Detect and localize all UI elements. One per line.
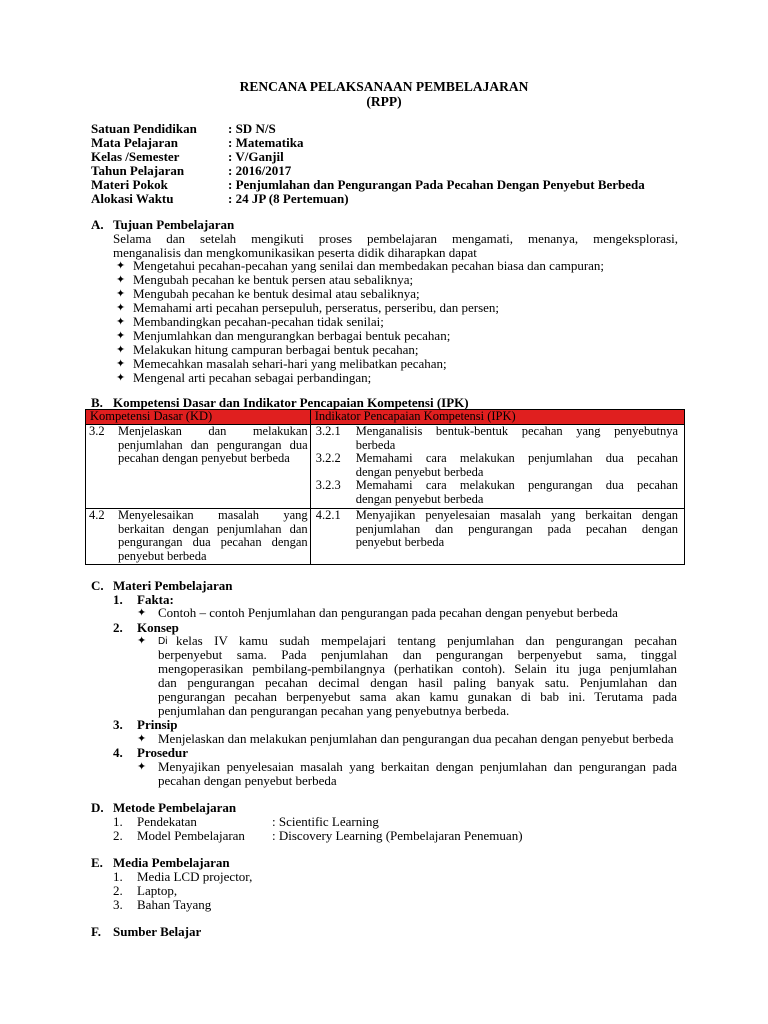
kd-text-line: penjumlahan dan pengurangan dua	[118, 437, 308, 452]
section-f-letter: F.	[91, 924, 101, 939]
identity-value: : 2016/2017	[228, 163, 292, 178]
kd-text-line: penyebut berbeda	[118, 548, 207, 563]
ipk-text-line: Menyajikan penyelesaian masalah yang berkaitan dengan	[355, 508, 678, 522]
table-row	[86, 509, 685, 565]
list-item: Menjumlahkan dan mengurangkan berbagai bentuk pecahan;	[133, 328, 451, 343]
konsep-line: pengurangan pecahan berpenyebut sama akan kamu gunakan di bab ini. Terutama pada	[158, 689, 677, 704]
ipk-number: 3.2.1	[315, 424, 341, 438]
identity-value: : Penjumlahan dan Pengurangan Pada Pecahan Dengan Penyebut Berbeda	[228, 177, 645, 192]
ipk-number: 3.2.2	[315, 451, 341, 465]
method-number: 2.	[113, 828, 123, 843]
media-number: 1.	[113, 869, 123, 884]
ipk-text-line: berbeda	[355, 437, 396, 452]
konsep-di: Di	[158, 636, 168, 647]
list-item: Melakukan hitung campuran berbagai bentuk pecahan;	[133, 342, 419, 357]
konsep-title: Konsep	[137, 620, 179, 635]
section-e-heading: Media Pembelajaran	[113, 855, 230, 870]
ipk-text-line: penjumlahan dan pengurangan pada pecahan dengan	[355, 521, 678, 536]
prosedur-title: Prosedur	[137, 745, 189, 760]
identity-label: Kelas /Semester	[91, 149, 180, 164]
list-item: Memahami arti pecahan persepuluh, perseratus, perseribu, dan persen;	[133, 300, 500, 315]
list-item: Mengetahui pecahan-pecahan yang senilai dan membedakan pecahan biasa dan campuran;	[133, 258, 605, 273]
star-bullet-icon: ✦	[116, 316, 126, 328]
star-bullet-icon: ✦	[116, 302, 126, 314]
kd-text-line: Menjelaskan dan melakukan	[118, 424, 308, 438]
identity-label: Tahun Pelajaran	[91, 163, 185, 178]
ipk-text-line: penyebut berbeda	[355, 535, 445, 549]
prosedur-number: 4.	[113, 745, 123, 760]
ipk-cell	[310, 425, 684, 509]
prinsip-title: Prinsip	[137, 717, 178, 732]
media-number: 2.	[113, 883, 123, 898]
identity-value: : Matematika	[228, 135, 304, 150]
star-bullet-icon: ✦	[116, 344, 126, 356]
konsep-line: dan pengurangan pecahan decimal dengan hasil paling banyak satu. Penjumlahan dan	[158, 675, 677, 690]
method-number: 1.	[113, 814, 123, 829]
star-bullet-icon: ✦	[137, 761, 147, 773]
media-item: Laptop,	[137, 883, 178, 898]
section-b-letter: B.	[91, 395, 103, 410]
kd-text-line: Menyelesaikan masalah yang	[118, 508, 308, 522]
kd-number: 4.2	[89, 508, 105, 522]
media-item: Media LCD projector,	[137, 869, 253, 884]
section-a-letter: A.	[91, 217, 104, 232]
section-c-heading: Materi Pembelajaran	[113, 578, 233, 593]
prosedur-line: pecahan dengan penyebut berbeda	[158, 773, 337, 788]
kd-number: 3.2	[89, 424, 105, 438]
star-bullet-icon: ✦	[137, 635, 147, 647]
identity-label: Materi Pokok	[91, 177, 168, 192]
star-bullet-icon: ✦	[116, 274, 126, 286]
method-label: Model Pembelajaran	[137, 828, 245, 843]
star-bullet-icon: ✦	[116, 330, 126, 342]
konsep-line: berpenyebut sama. Pada penjumlahan dan pengurangan berpenyebut sama, tinggal	[158, 647, 677, 662]
list-item: Membandingkan pecahan-pecahan tidak senilai;	[133, 314, 384, 329]
fakta-number: 1.	[113, 592, 123, 607]
identity-label: Mata Pelajaran	[91, 135, 179, 150]
method-value: : Scientific Learning	[272, 814, 379, 829]
star-bullet-icon: ✦	[116, 288, 126, 300]
identity-label: Alokasi Waktu	[91, 191, 174, 206]
ipk-cell	[310, 509, 684, 565]
section-b-heading: Kompetensi Dasar dan Indikator Pencapaian Kompetensi (IPK)	[113, 395, 469, 410]
kd-text-line: pecahan dengan penyebut berbeda	[118, 451, 290, 465]
prosedur-line: Menyajikan penyelesaian masalah yang berkaitan dengan penjumlahan dan pengurangan pada	[158, 759, 677, 774]
column-header-kd: Kompetensi Dasar (KD)	[86, 410, 311, 425]
section-d-letter: D.	[91, 800, 104, 815]
section-a-heading: Tujuan Pembelajaran	[113, 217, 235, 232]
ipk-text-line: dengan penyebut berbeda	[355, 464, 484, 479]
prinsip-number: 3.	[113, 717, 123, 732]
konsep-number: 2.	[113, 620, 123, 635]
section-f-heading: Sumber Belajar	[113, 924, 202, 939]
ipk-number: 3.2.3	[315, 478, 341, 492]
star-bullet-icon: ✦	[137, 733, 147, 745]
identity-value: : SD N/S	[228, 121, 276, 136]
method-label: Pendekatan	[137, 814, 197, 829]
list-item: Mengubah pecahan ke bentuk persen atau sebaliknya;	[133, 272, 414, 287]
star-bullet-icon: ✦	[116, 358, 126, 370]
table-header-row	[86, 410, 685, 425]
kd-cell	[86, 509, 311, 565]
identity-value: : V/Ganjil	[228, 149, 284, 164]
media-number: 3.	[113, 897, 123, 912]
ipk-number: 4.2.1	[315, 508, 341, 522]
star-bullet-icon: ✦	[137, 607, 147, 619]
konsep-line: kelas IV kamu sudah mempelajari tentang penjumlahan dan pengurangan pecahan	[176, 633, 677, 648]
list-item: Mengenal arti pecahan sebagai perbandingan;	[133, 370, 372, 385]
section-d-heading: Metode Pembelajaran	[113, 800, 237, 815]
fakta-text: Contoh – contoh Penjumlahan dan pengurangan pada pecahan dengan penyebut berbeda	[158, 605, 618, 620]
kd-text-line: berkaitan dengan penjumlahan dan	[118, 521, 308, 536]
section-c-letter: C.	[91, 578, 104, 593]
ipk-text-line: Memahami cara melakukan pengurangan dua pecahan	[355, 478, 678, 492]
section-a-intro: Selama dan setelah mengikuti proses pembelajaran mengamati, menanya, mengeksplorasi,	[113, 231, 678, 246]
document-title: RENCANA PELAKSANAAN PEMBELAJARAN	[239, 79, 529, 94]
ipk-text-line: Memahami cara melakukan penjumlahan dua pecahan	[355, 451, 678, 465]
ipk-text-line: Menganalisis bentuk-bentuk pecahan yang penyebutnya	[355, 424, 678, 438]
media-item: Bahan Tayang	[137, 897, 212, 912]
section-a-intro: menganalisis dan mengkomunikasikan peserta didik diharapkan dapat	[113, 245, 477, 260]
star-bullet-icon: ✦	[116, 260, 126, 272]
kd-cell	[86, 425, 311, 509]
star-bullet-icon: ✦	[116, 372, 126, 384]
identity-label: Satuan Pendidikan	[91, 121, 197, 136]
ipk-text-line: dengan penyebut berbeda	[355, 491, 484, 506]
method-value: : Discovery Learning (Pembelajaran Penemuan)	[272, 828, 523, 843]
prinsip-text: Menjelaskan dan melakukan penjumlahan dan pengurangan dua pecahan dengan penyebut berbeda	[158, 731, 674, 746]
column-header-ipk: Indikator Pencapaian Kompetensi (IPK)	[310, 410, 684, 425]
konsep-line: penjumlahan dan pengurangan pecahan yang penyebutnya berbeda.	[158, 703, 510, 718]
competency-table	[85, 409, 685, 565]
section-e-letter: E.	[91, 855, 103, 870]
list-item: Mengubah pecahan ke bentuk desimal atau sebaliknya;	[133, 286, 420, 301]
identity-value: : 24 JP (8 Pertemuan)	[228, 191, 349, 206]
konsep-line: mengoperasikan pembilang-pembilangnya (perhatikan contoh). Selain itu juga penjumlahan	[158, 661, 677, 676]
list-item: Memecahkan masalah sehari-hari yang melibatkan pecahan;	[133, 356, 447, 371]
document-subtitle: (RPP)	[366, 94, 402, 109]
kd-text-line: pengurangan dua pecahan dengan	[118, 535, 308, 549]
table-row	[86, 425, 685, 509]
fakta-title: Fakta:	[137, 592, 174, 607]
